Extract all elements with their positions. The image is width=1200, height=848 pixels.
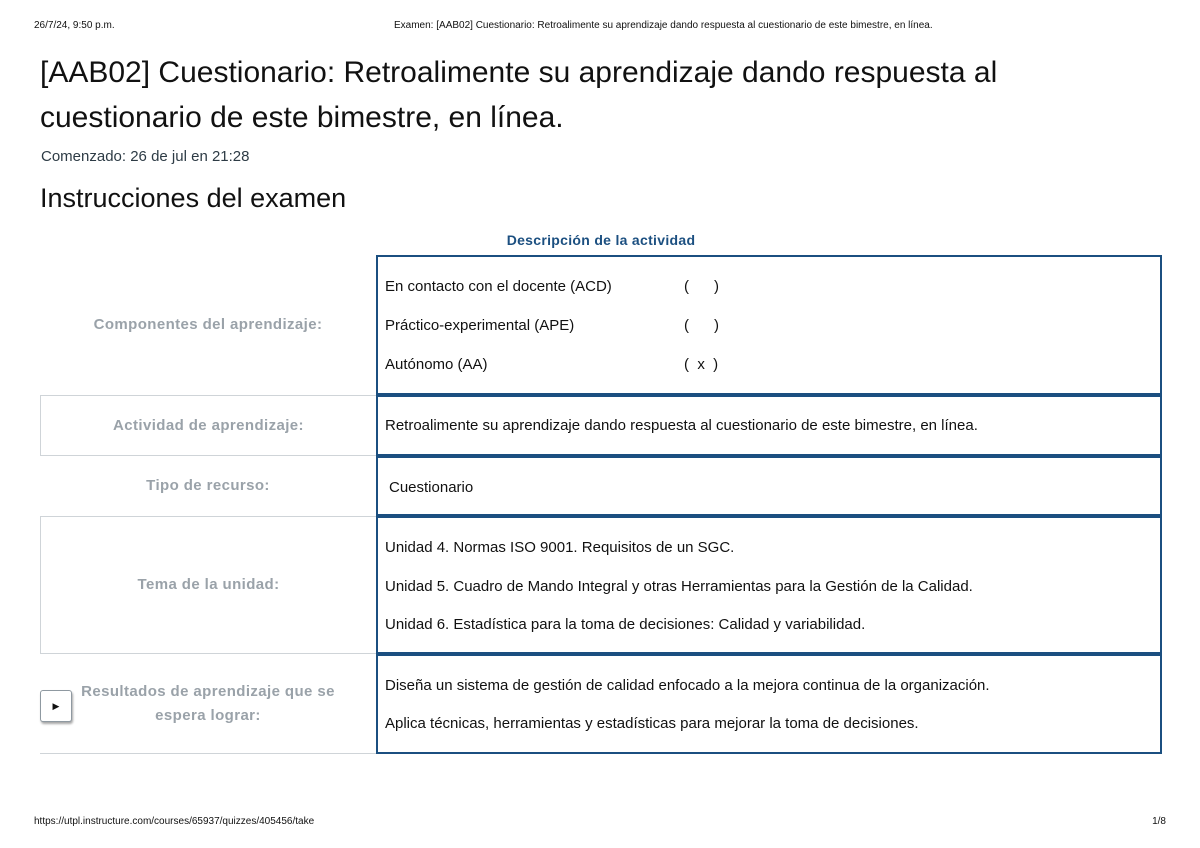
quiz-started-time: Comenzado: 26 de jul en 21:28 <box>41 148 250 165</box>
component-acd: En contacto con el docente (ACD) ( ) <box>385 278 719 295</box>
instructions-heading: Instrucciones del examen <box>40 183 347 213</box>
activity-text: Retroalimente su aprendizaje dando respuesta al cuestionario de este bimestre, en línea. <box>385 417 978 434</box>
resource-type-text: Cuestionario <box>389 479 474 496</box>
component-aa-mark: ( x ) <box>684 356 719 373</box>
activity-label: Actividad de aprendizaje: <box>40 395 376 456</box>
components-label: Componentes del aprendizaje: <box>93 316 323 333</box>
print-document-title: Examen: [AAB02] Cuestionario: Retroalimente su aprendizaje dando respuesta al cuestionario de este bimestre, en línea. <box>394 20 933 31</box>
resource-type-label: Tipo de recurso: <box>146 477 270 494</box>
components-row <box>40 255 1162 395</box>
expand-button[interactable] <box>40 690 72 722</box>
activity-row <box>40 395 1162 456</box>
expected-result-1: Diseña un sistema de gestión de calidad enfocado a la mejora continua de la organización. <box>385 677 990 694</box>
print-footer <box>34 816 1166 830</box>
component-ape-mark: ( ) <box>684 317 719 334</box>
quiz-title: [AAB02] Cuestionario: Retroalimente su aprendizaje dando respuesta al cuestionario de este bimestre, en línea. <box>40 56 998 134</box>
resource-type-value <box>376 456 1162 516</box>
table-caption: Descripción de la actividad <box>506 232 696 248</box>
print-url: https://utpl.instructure.com/courses/65937/quizzes/405456/take <box>34 816 315 827</box>
table-bottom-divider <box>40 753 376 754</box>
expected-result-2: Aplica técnicas, herramientas y estadísticas para mejorar la toma de decisiones. <box>385 715 919 732</box>
unit-topics-value <box>376 516 1162 654</box>
components-value <box>376 255 1162 395</box>
play-icon: ▶ <box>52 700 60 711</box>
component-ape: Práctico-experimental (APE) ( ) <box>385 317 719 334</box>
expected-results-row <box>40 654 1162 754</box>
unit-topics-label: Tema de la unidad: <box>40 516 376 654</box>
unit-topic-5: Unidad 5. Cuadro de Mando Integral y otras Herramientas para la Gestión de la Calidad. <box>385 578 973 595</box>
component-aa: Autónomo (AA) ( x ) <box>385 356 719 373</box>
expected-results-value <box>376 654 1162 754</box>
unit-topic-4: Unidad 4. Normas ISO 9001. Requisitos de un SGC. <box>385 539 735 556</box>
component-acd-mark: ( ) <box>684 278 719 295</box>
activity-value <box>376 395 1162 456</box>
print-header <box>34 20 1166 36</box>
page-number: 1/8 <box>1152 816 1166 827</box>
resource-type-row <box>40 456 1162 516</box>
unit-topics-row <box>40 516 1162 654</box>
unit-topic-6: Unidad 6. Estadística para la toma de decisiones: Calidad y variabilidad. <box>385 616 866 633</box>
expected-results-label: Resultados de aprendizaje que se espera lograr: <box>81 683 335 724</box>
print-date: 26/7/24, 9:50 p.m. <box>34 20 115 31</box>
